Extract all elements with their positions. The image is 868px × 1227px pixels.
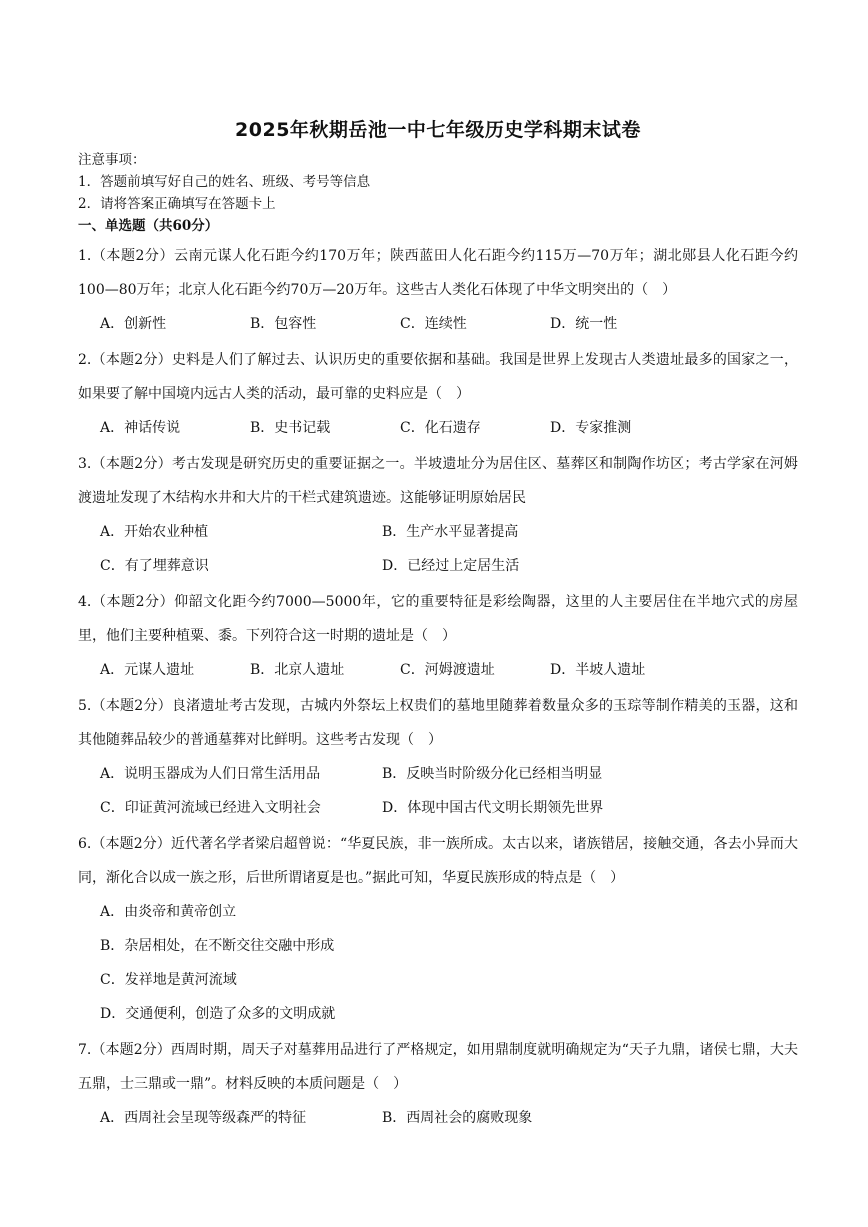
question-stem: 2.（本题2分）史料是人们了解过去、认识历史的重要依据和基础。我国是世界上发现古人类遗址最多的国家之一，如果要了解中国境内远古人类的活动，最可靠的史料应是（ ） [78,352,798,402]
option-d: D．统一性 [550,316,618,332]
question-5 [78,689,798,825]
question-7 [78,1033,798,1135]
option-b: B．杂居相处，在不断交往交融中形成 [100,938,335,954]
question-stem: 4.（本题2分）仰韶文化距今约7000—5000年，它的重要特征是彩绘陶器，这里的人主要居住在半地穴式的房屋里，他们主要种植粟、黍。下列符合这一时期的遗址是（ ） [78,594,798,644]
question-stem: 3.（本题2分）考古发现是研究历史的重要证据之一。半坡遗址分为居住区、墓葬区和制陶作坊区；考古学家在河姆渡遗址发现了木结构水井和大片的干栏式建筑遗迹。这能够证明原始居民 [78,456,798,506]
option-a: A．创新性 [100,316,167,332]
option-b: B．生产水平显著提高 [382,524,519,540]
options-row [78,307,798,341]
question-6 [78,827,798,1031]
question-2 [78,343,798,445]
option-b: B．北京人遗址 [250,662,345,678]
options-grid [78,515,798,583]
option-d: D．半坡人遗址 [550,662,646,678]
exam-title: 2025年秋期岳池一中七年级历史学科期末试卷 [235,119,641,141]
options-list [78,895,798,1031]
option-d: D．专家推测 [550,420,632,436]
option-c: C．发祥地是黄河流域 [100,972,237,988]
option-d: D．体现中国古代文明长期领先世界 [382,800,604,816]
option-a: A．说明玉器成为人们日常生活用品 [100,766,321,782]
question-stem: 5.（本题2分）良渚遗址考古发现，古城内外祭坛上权贵们的墓地里随葬着数量众多的玉琮等制作精美的玉器，这和其他随葬品较少的普通墓葬对比鲜明。这些考古发现（ ） [78,698,798,748]
question-4 [78,585,798,687]
question-stem: 6.（本题2分）近代著名学者梁启超曾说：“华夏民族，非一族所成。太古以来，诸族错居，接触交通，各去小异而大同，渐化合以成一族之形，后世所谓诸夏是也。”据此可知，华夏民族形成的特点是（ ） [78,836,798,886]
options-grid [78,1101,798,1135]
options-grid [78,757,798,825]
option-c: C．有了埋葬意识 [100,558,209,574]
option-b: B．史书记载 [250,420,331,436]
option-a: A．元谋人遗址 [100,662,195,678]
option-a: A．由炎帝和黄帝创立 [100,904,237,920]
option-c: C．印证黄河流域已经进入文明社会 [100,800,321,816]
question-1 [78,239,798,341]
section-heading: 一、单选题（共60分） [78,218,219,234]
option-b: B．西周社会的腐败现象 [382,1110,533,1126]
question-stem: 7.（本题2分）西周时期，周天子对墓葬用品进行了严格规定，如用鼎制度就明确规定为“天子九鼎，诸侯七鼎，大夫五鼎，士三鼎或一鼎”。材料反映的本质问题是（ ） [78,1042,798,1092]
option-a: A．开始农业种植 [100,524,209,540]
option-c: C．河姆渡遗址 [400,662,495,678]
note-item: 2．请将答案正确填写在答题卡上 [78,196,276,212]
notes-block [78,149,798,215]
option-d: D．已经过上定居生活 [382,558,520,574]
options-row [78,411,798,445]
note-item: 1．答题前填写好自己的姓名、班级、考号等信息 [78,174,371,190]
option-c: C．连续性 [400,316,467,332]
option-b: B．反映当时阶级分化已经相当明显 [382,766,603,782]
options-row [78,653,798,687]
notes-header: 注意事项： [78,152,146,168]
question-stem: 1.（本题2分）云南元谋人化石距今约170万年；陕西蓝田人化石距今约115万—70万年；湖北郧县人化石距今约100—80万年；北京人化石距今约70万—20万年。这些古人类化石体现了中华文明突出的（ ） [78,248,798,298]
option-d: D．交通便利，创造了众多的文明成就 [100,1006,336,1022]
question-3 [78,447,798,583]
option-b: B．包容性 [250,316,317,332]
option-a: A．西周社会呈现等级森严的特征 [100,1110,307,1126]
option-a: A．神话传说 [100,420,181,436]
option-c: C．化石遗存 [400,420,481,436]
